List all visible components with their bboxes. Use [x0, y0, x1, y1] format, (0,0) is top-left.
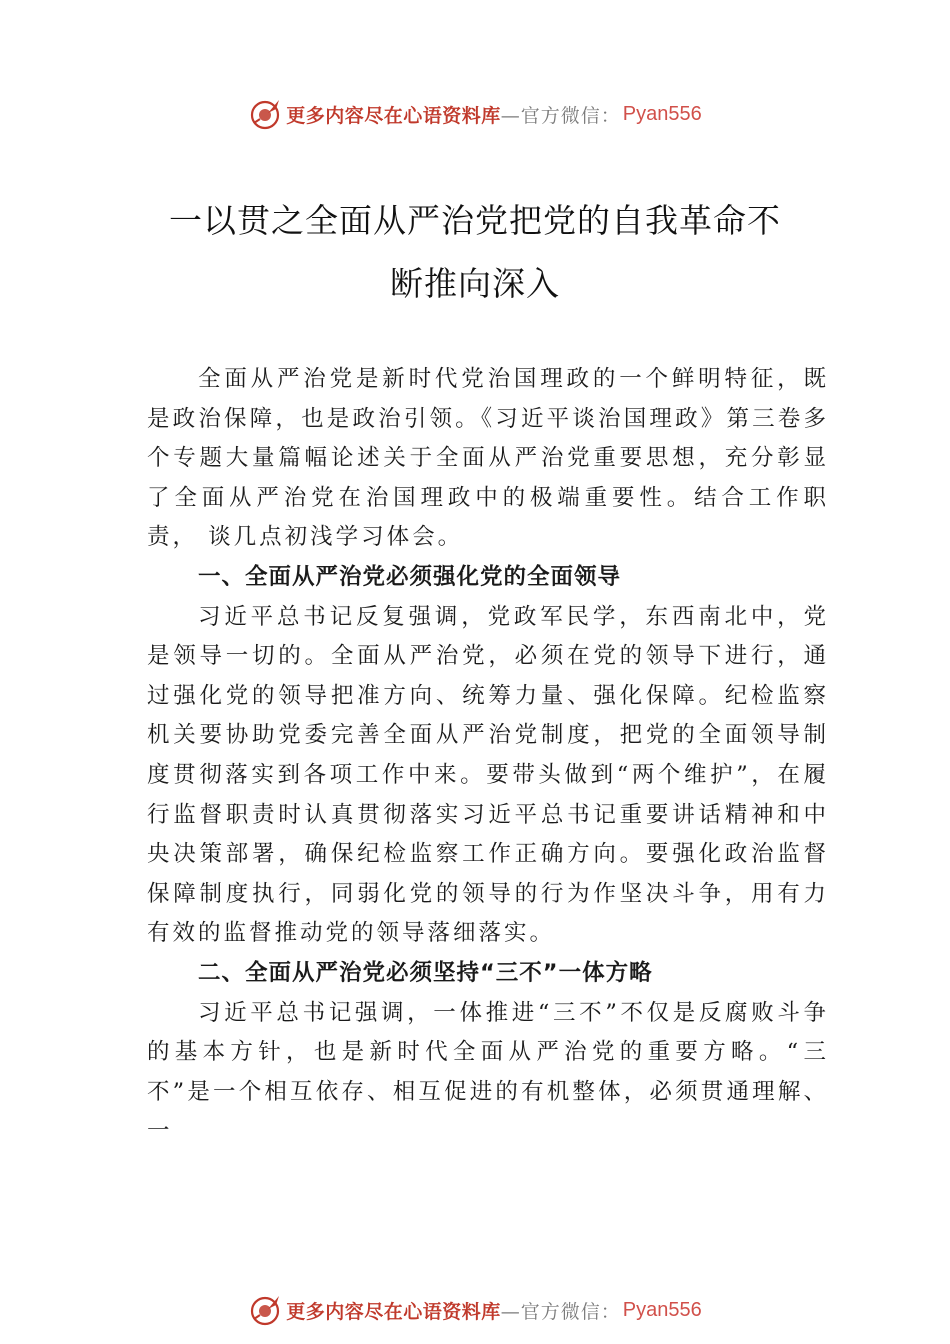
section-1-paragraph: 习近平总书记反复强调，党政军民学，东西南北中，党是领导一切的。全面从严治党，必须在党的领导下进行，通过强化党的领导把准方向、统筹力量、强化保障。纪检监察机关要协助党委完善全面从严治党制度，把党的全面领导制度贯彻落实到各项工作中来。要带头做到“两个维护”，在履行监督职责时认真贯彻落实习近平总书记重要讲话精神和中央决策部署，确保纪检监察工作正确方向。要强化政治监督保障制度执行，同弱化党的领导的行为作坚决斗争，用有力有效的监督推动党的领导落细落实。 — [147, 603, 829, 947]
quill-seal-icon — [248, 1293, 282, 1327]
watermark-footer — [0, 1290, 950, 1330]
intro-paragraph: 全面从严治党是新时代党治国理政的一个鲜明特征，既是政治保障，也是政治引领。《习近平谈治国理政》第三卷多个专题大量篇幅论述关于全面从严治党重要思想，充分彰显 了全面从严治党在治国理政中的极端重要性。结合工作职责， 谈几点初浅学习体会。 — [147, 366, 829, 551]
section-2-paragraph: 习近平总书记强调，一体推进“三不”不仅是反腐败斗争的基本方针，也是新时代全面从严治党的重要方略。“三不”是一个相互依存、相互促进的有机整体，必须贯通理解、一 — [147, 999, 829, 1145]
quill-seal-icon — [248, 97, 282, 131]
watermark-wechat-id: Pyan556 — [622, 102, 702, 125]
document-title-line-1: 一以贯之全面从严治党把党的自我革命不 — [169, 201, 781, 240]
watermark-wechat-id: Pyan556 — [622, 1298, 702, 1321]
watermark-label: —官方微信： — [500, 1300, 621, 1323]
watermark-label: —官方微信： — [500, 104, 621, 127]
watermark-header — [0, 94, 950, 134]
document-body — [147, 360, 829, 1152]
document-title-line-2: 断推向深入 — [390, 264, 560, 303]
section-2-heading: 二、全面从严治党必须坚持“三不”一体方略 — [198, 959, 653, 986]
watermark-text: 更多内容尽在心语资料库 — [286, 1300, 501, 1323]
section-1-heading: 一、全面从严治党必须强化党的全面领导 — [198, 563, 622, 590]
watermark-text: 更多内容尽在心语资料库 — [286, 104, 501, 127]
